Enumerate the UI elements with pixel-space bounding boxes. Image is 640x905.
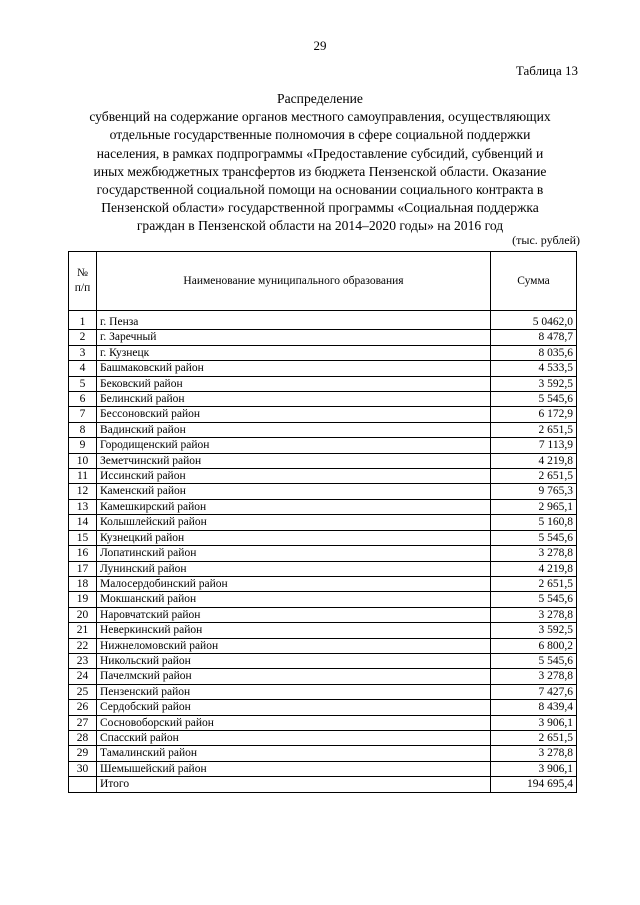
row-name: Наровчатский район — [97, 607, 491, 622]
row-name: Неверкинский район — [97, 623, 491, 638]
row-name: г. Пенза — [97, 311, 491, 330]
row-name: Бековский район — [97, 376, 491, 391]
table-row — [69, 361, 577, 376]
row-amount: 3 592,5 — [491, 623, 577, 638]
table-row — [69, 684, 577, 699]
row-name: Никольский район — [97, 653, 491, 668]
row-number: 27 — [69, 715, 97, 730]
row-amount: 9 765,3 — [491, 484, 577, 499]
row-amount: 5 545,6 — [491, 530, 577, 545]
table-label: Таблица 13 — [515, 63, 578, 78]
row-number: 14 — [69, 515, 97, 530]
row-name: Итого — [97, 777, 491, 792]
row-name: Пензенский район — [97, 684, 491, 699]
row-number: 30 — [69, 761, 97, 776]
row-name: Башмаковский район — [97, 361, 491, 376]
row-amount: 3 278,8 — [491, 669, 577, 684]
table-row — [69, 469, 577, 484]
table-row — [69, 407, 577, 422]
table-row — [69, 499, 577, 514]
row-number: 9 — [69, 438, 97, 453]
table-row — [69, 392, 577, 407]
table-row — [69, 669, 577, 684]
table-row — [69, 422, 577, 437]
table-row — [69, 761, 577, 776]
heading-title: Распределение — [277, 91, 363, 106]
row-amount: 3 278,8 — [491, 607, 577, 622]
row-name: Бессоновский район — [97, 407, 491, 422]
table-row — [69, 345, 577, 360]
row-number: 28 — [69, 730, 97, 745]
row-number — [69, 777, 97, 792]
row-amount: 2 651,5 — [491, 422, 577, 437]
row-name: Городищенский район — [97, 438, 491, 453]
row-number: 26 — [69, 700, 97, 715]
row-name: Иссинский район — [97, 469, 491, 484]
row-name: Земетчинский район — [97, 453, 491, 468]
row-name: Белинский район — [97, 392, 491, 407]
row-name: Каменский район — [97, 484, 491, 499]
document-heading — [60, 90, 580, 236]
row-number: 29 — [69, 746, 97, 761]
row-amount: 8 439,4 — [491, 700, 577, 715]
table-row — [69, 592, 577, 607]
distribution-table — [68, 251, 577, 793]
page-number: 29 — [313, 38, 327, 53]
row-name: Вадинский район — [97, 422, 491, 437]
units-label: (тыс. рублей) — [512, 233, 580, 247]
heading-line: населения, в рамках подпрограммы «Предоставление субсидий, субвенций и — [96, 145, 544, 161]
row-amount: 5 545,6 — [491, 392, 577, 407]
row-amount: 3 278,8 — [491, 746, 577, 761]
table-row — [69, 484, 577, 499]
row-amount: 5 160,8 — [491, 515, 577, 530]
row-name: Нижнеломовский район — [97, 638, 491, 653]
row-name: Шемышейский район — [97, 761, 491, 776]
row-amount: 5 0462,0 — [491, 311, 577, 330]
header-amount: Сумма — [491, 252, 577, 311]
row-amount: 6 800,2 — [491, 638, 577, 653]
row-amount: 5 545,6 — [491, 592, 577, 607]
row-amount: 3 906,1 — [491, 715, 577, 730]
row-amount: 7 427,6 — [491, 684, 577, 699]
table-row — [69, 561, 577, 576]
row-name: Спасский район — [97, 730, 491, 745]
table-row — [69, 376, 577, 391]
row-name: Мокшанский район — [97, 592, 491, 607]
heading-line: отдельные государственные полномочия в сфере социальной поддержки — [109, 127, 531, 143]
row-number: 3 — [69, 345, 97, 360]
row-amount: 6 172,9 — [491, 407, 577, 422]
table-row — [69, 438, 577, 453]
row-number: 1 — [69, 311, 97, 330]
row-number: 10 — [69, 453, 97, 468]
table-body — [69, 311, 577, 793]
row-number: 23 — [69, 653, 97, 668]
row-number: 4 — [69, 361, 97, 376]
row-number: 15 — [69, 530, 97, 545]
row-amount: 2 965,1 — [491, 499, 577, 514]
row-amount: 194 695,4 — [491, 777, 577, 792]
row-amount: 3 278,8 — [491, 546, 577, 561]
table-row — [69, 546, 577, 561]
total-row — [69, 777, 577, 792]
row-number: 12 — [69, 484, 97, 499]
row-amount: 5 545,6 — [491, 653, 577, 668]
row-amount: 7 113,9 — [491, 438, 577, 453]
heading-line: граждан в Пензенской области на 2014–2020 годы» на 2016 год — [136, 218, 504, 234]
row-number: 24 — [69, 669, 97, 684]
row-number: 20 — [69, 607, 97, 622]
row-number: 17 — [69, 561, 97, 576]
row-number: 6 — [69, 392, 97, 407]
row-number: 2 — [69, 330, 97, 345]
row-number: 7 — [69, 407, 97, 422]
row-amount: 8 035,6 — [491, 345, 577, 360]
table-header-row — [69, 252, 577, 311]
table-row — [69, 623, 577, 638]
row-amount: 2 651,5 — [491, 469, 577, 484]
table-row — [69, 730, 577, 745]
row-amount: 4 219,8 — [491, 453, 577, 468]
row-number: 5 — [69, 376, 97, 391]
row-name: Лунинский район — [97, 561, 491, 576]
table-row — [69, 453, 577, 468]
row-name: Сердобский район — [97, 700, 491, 715]
row-name: Камешкирский район — [97, 499, 491, 514]
row-name: Кузнецкий район — [97, 530, 491, 545]
row-name: Малосердобинский район — [97, 576, 491, 591]
row-amount: 8 478,7 — [491, 330, 577, 345]
row-number: 16 — [69, 546, 97, 561]
row-number: 8 — [69, 422, 97, 437]
table-row — [69, 700, 577, 715]
row-amount: 3 592,5 — [491, 376, 577, 391]
header-number-line1: № — [77, 267, 88, 279]
table-row — [69, 746, 577, 761]
row-name: Лопатинский район — [97, 546, 491, 561]
table-row — [69, 607, 577, 622]
table-row — [69, 715, 577, 730]
table-row — [69, 653, 577, 668]
row-number: 13 — [69, 499, 97, 514]
table-row — [69, 330, 577, 345]
heading-line: Пензенской области» государственной программы «Социальная поддержка — [101, 200, 539, 216]
row-amount: 4 533,5 — [491, 361, 577, 376]
table-row — [69, 638, 577, 653]
table-row — [69, 311, 577, 330]
table-row — [69, 576, 577, 591]
header-name: Наименование муниципального образования — [97, 252, 491, 311]
table-row — [69, 515, 577, 530]
row-number: 22 — [69, 638, 97, 653]
heading-line: иных межбюджетных трансфертов из бюджета Пензенской области. Оказание — [93, 163, 547, 179]
row-number: 18 — [69, 576, 97, 591]
header-number — [69, 252, 97, 311]
row-name: Сосновоборский район — [97, 715, 491, 730]
row-name: Пачелмский район — [97, 669, 491, 684]
row-amount: 3 906,1 — [491, 761, 577, 776]
header-number-line2: п/п — [74, 282, 91, 294]
table-row — [69, 530, 577, 545]
heading-line: государственной социальной помощи на основании социального контракта в — [96, 182, 544, 198]
row-number: 19 — [69, 592, 97, 607]
row-amount: 2 651,5 — [491, 576, 577, 591]
row-amount: 4 219,8 — [491, 561, 577, 576]
row-number: 25 — [69, 684, 97, 699]
row-name: Колышлейский район — [97, 515, 491, 530]
row-name: Тамалинский район — [97, 746, 491, 761]
row-number: 11 — [69, 469, 97, 484]
row-name: г. Кузнецк — [97, 345, 491, 360]
row-amount: 2 651,5 — [491, 730, 577, 745]
row-name: г. Заречный — [97, 330, 491, 345]
row-number: 21 — [69, 623, 97, 638]
heading-line: субвенций на содержание органов местного самоуправления, осуществляющих — [89, 109, 551, 125]
